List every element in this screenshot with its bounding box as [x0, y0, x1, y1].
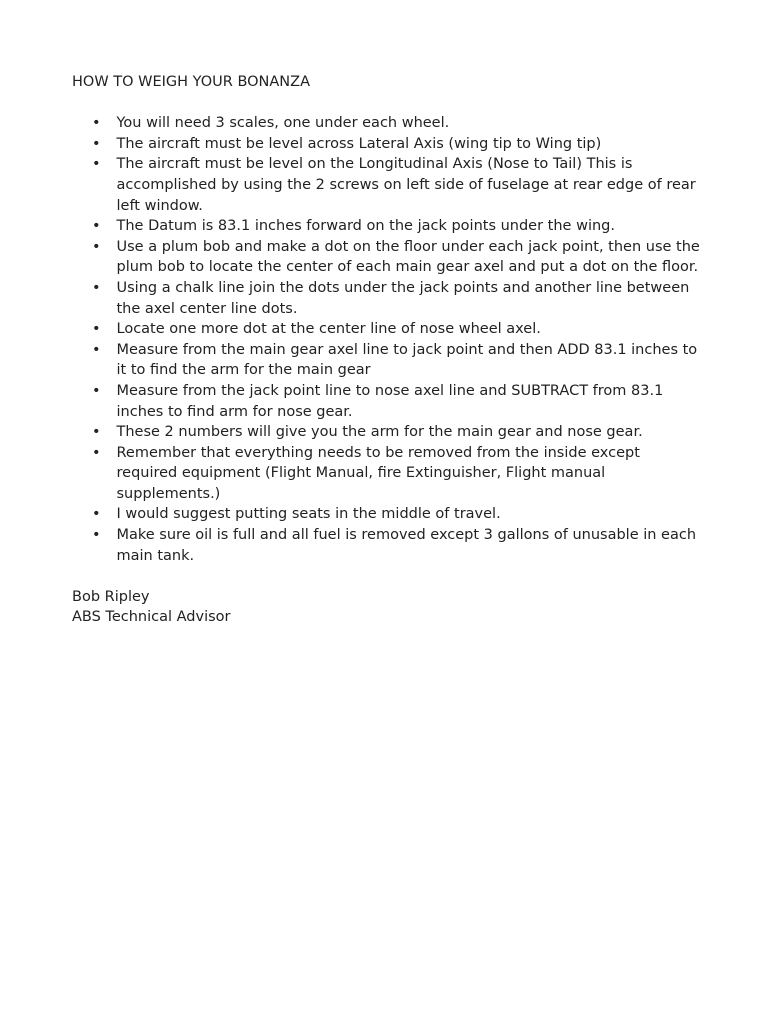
list-item-text: Use a plum bob and make a dot on the floor under each jack point, then use the plum bob to locate the center of each main gear axel and put a dot on the floor. — [116, 238, 700, 276]
list-item-text: Using a chalk line join the dots under the jack points and another line between the axel center line dots. — [116, 279, 690, 317]
list-item-text: The Datum is 83.1 inches forward on the jack points under the wing. — [116, 218, 615, 235]
bullet-icon: • — [92, 115, 101, 132]
bullet-icon: • — [92, 382, 101, 399]
list-item-text: The aircraft must be level on the Longitudinal Axis (Nose to Tail) This is accomplished by using the 2 screws on left side of fuselage at rear edge of rear left window. — [116, 156, 696, 214]
list-item — [72, 134, 702, 155]
bullet-icon: • — [92, 444, 101, 461]
list-item — [72, 319, 702, 340]
bullet-icon: • — [92, 341, 101, 358]
list-item-text: Locate one more dot at the center line of nose wheel axel. — [116, 321, 541, 338]
list-item — [72, 154, 702, 216]
bullet-icon: • — [92, 321, 101, 338]
instruction-list — [72, 113, 702, 566]
bullet-icon: • — [92, 218, 101, 235]
list-item — [72, 113, 702, 134]
list-item — [72, 422, 702, 443]
list-item — [72, 340, 702, 381]
list-item-text: Measure from the main gear axel line to jack point and then ADD 83.1 inches to it to find the arm for the main gear — [116, 341, 698, 379]
list-item — [72, 504, 702, 525]
bullet-icon: • — [92, 279, 101, 296]
list-item — [72, 216, 702, 237]
document-page — [72, 72, 702, 628]
bullet-icon: • — [92, 506, 101, 523]
list-item-text: Measure from the jack point line to nose axel line and SUBTRACT from 83.1 inches to find arm for nose gear. — [116, 382, 664, 420]
list-item-text: Remember that everything needs to be removed from the inside except required equipment (Flight Manual, fire Extinguisher, Flight manual supplements.) — [116, 444, 640, 502]
list-item — [72, 525, 702, 566]
list-item-text: The aircraft must be level across Lateral Axis (wing tip to Wing tip) — [116, 135, 602, 152]
bullet-icon: • — [92, 135, 101, 152]
list-item-text: You will need 3 scales, one under each wheel. — [116, 115, 450, 132]
list-item-text: Make sure oil is full and all fuel is removed except 3 gallons of unusable in each main tank. — [116, 527, 697, 564]
signature-name: Bob Ripley — [72, 588, 150, 605]
list-item — [72, 278, 702, 319]
bullet-icon: • — [92, 238, 101, 255]
signature-block — [72, 587, 702, 628]
list-item — [72, 237, 702, 278]
document-title: HOW TO WEIGH YOUR BONANZA — [72, 74, 311, 90]
list-item-text: I would suggest putting seats in the middle of travel. — [116, 506, 501, 523]
signature-role: ABS Technical Advisor — [72, 609, 231, 626]
bullet-icon: • — [92, 424, 101, 441]
list-item — [72, 381, 702, 422]
bullet-icon: • — [92, 156, 101, 173]
list-item — [72, 443, 702, 505]
bullet-icon: • — [92, 527, 101, 544]
list-item-text: These 2 numbers will give you the arm for the main gear and nose gear. — [116, 424, 643, 441]
